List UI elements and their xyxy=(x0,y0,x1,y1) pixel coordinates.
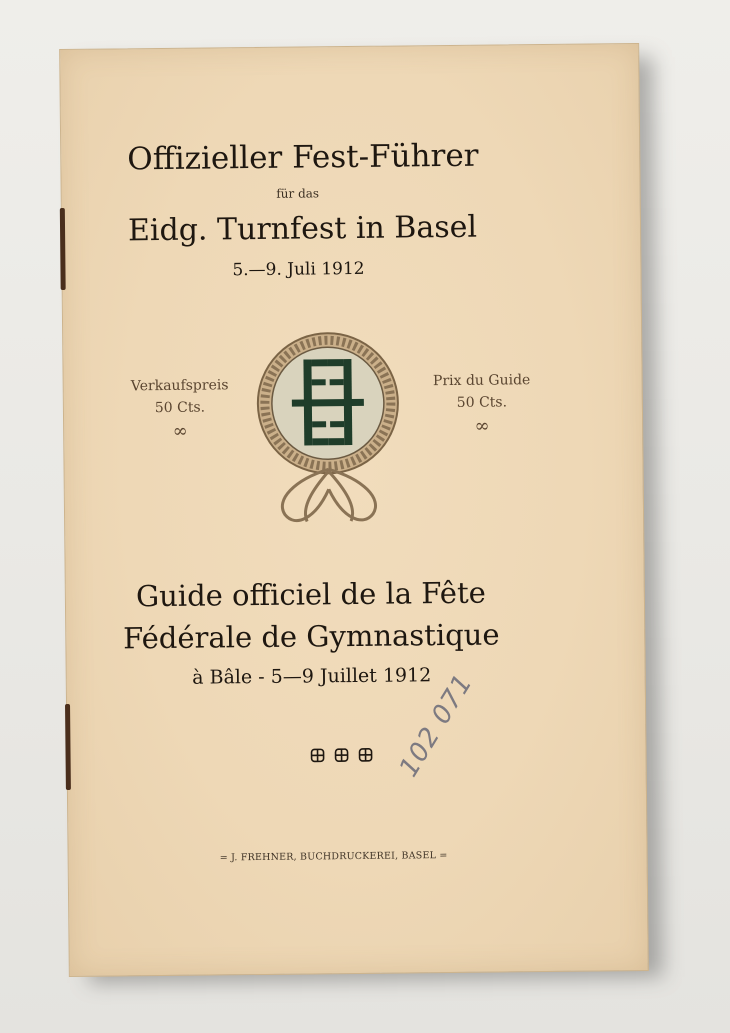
staple-bottom xyxy=(65,704,71,790)
title-german-line1: Offizieller Fest-Führer xyxy=(127,137,479,178)
title-french-line3: à Bâle - 5—9 Juillet 1912 xyxy=(192,664,432,689)
infinity-ornament-icon: ∞ xyxy=(172,420,188,442)
price-french-value: 50 Cts. xyxy=(456,394,508,411)
title-german-connector: für das xyxy=(276,186,320,201)
clover-ornament-icon xyxy=(307,747,377,764)
turnverein-emblem-icon xyxy=(253,328,403,530)
title-french-line1: Guide officiel de la Fête xyxy=(135,575,486,614)
price-german xyxy=(120,374,241,445)
date-german: 5.—9. Juli 1912 xyxy=(232,258,365,281)
title-french-line2: Fédérale de Gymnastique xyxy=(122,617,500,656)
infinity-ornament-icon: ∞ xyxy=(474,415,490,437)
pencil-inventory-note: 102 071 xyxy=(393,668,479,783)
printer-imprint: = J. FREHNER, BUCHDRUCKEREI, BASEL = xyxy=(219,850,448,864)
booklet-cover xyxy=(59,43,649,977)
staple-top xyxy=(60,208,66,290)
price-german-value: 50 Cts. xyxy=(154,399,206,417)
price-french-label: Prix du Guide xyxy=(432,372,531,390)
price-french xyxy=(422,369,543,440)
price-german-label: Verkaufspreis xyxy=(130,377,229,395)
title-german-line2: Eidg. Turnfest in Basel xyxy=(127,209,478,249)
